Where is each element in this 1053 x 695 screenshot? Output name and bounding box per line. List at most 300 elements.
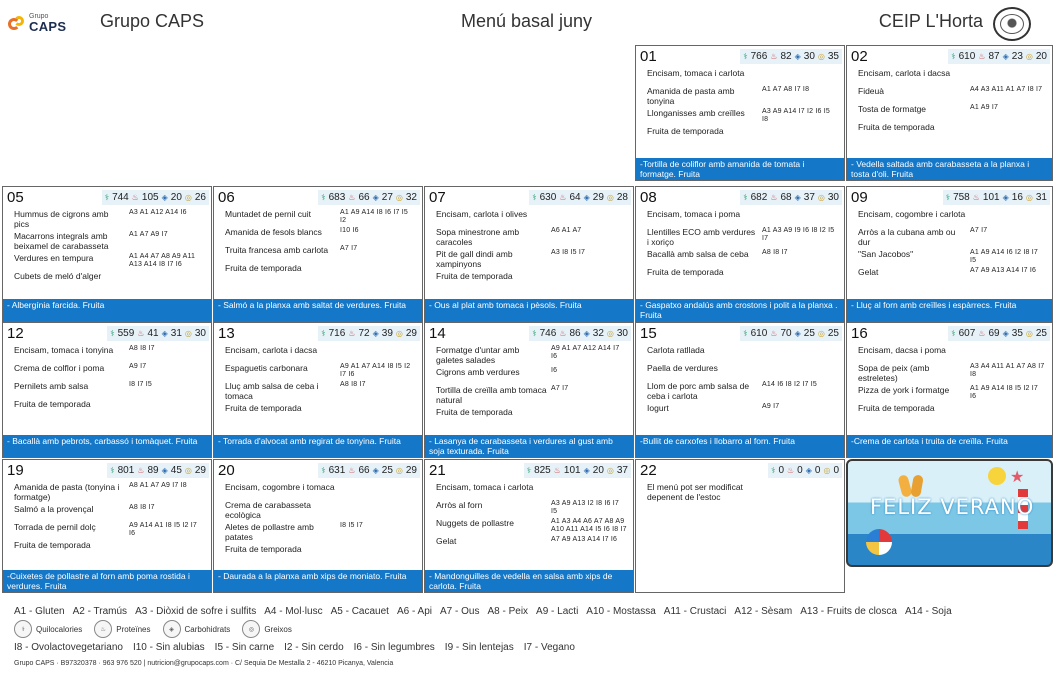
kcal-value: 610 — [958, 51, 976, 62]
dish-item — [225, 363, 416, 379]
diet-legend-item: I7 - Vegano — [523, 642, 575, 653]
diet-legend — [14, 642, 1044, 653]
protein-icon: ♨ — [770, 329, 778, 338]
dish-name: Formatge d'untar amb galetes salades — [436, 345, 520, 365]
dish-name: Nuggets de pollastre — [436, 518, 514, 528]
carbs-icon: ◈ — [794, 52, 801, 61]
allergen-legend-item: A5 - Cacauet — [330, 606, 389, 617]
dish-name: Encisam, tomaca i tonyina — [14, 345, 114, 355]
dish-item — [647, 267, 838, 283]
allergen-legend-item: A8 - Peix — [487, 606, 529, 617]
dish-allergens: A9 I7 — [762, 403, 780, 410]
dish-name: Crema de colflor i poma — [14, 363, 105, 373]
dish-name: Crema de carabasseta ecològica — [225, 500, 311, 520]
dish-name: Lluç amb salsa de ceba i tomaca — [225, 381, 319, 401]
dish-item — [225, 345, 416, 361]
carbs-value: 25 — [381, 465, 393, 476]
dish-name: Llentilles ECO amb verdures i xoriço — [647, 227, 756, 247]
dish-item — [647, 482, 838, 502]
footer-contact: Grupo CAPS · B97320378 · 963 976 520 | nutricion@grupocaps.com · C/ Sequia De Mestalla 2 - 46210 Picanya, Valencia — [14, 660, 394, 667]
protein-icon: ♨ — [137, 466, 145, 475]
day-number: 05 — [7, 189, 24, 206]
fat-icon: ◎ — [1025, 329, 1033, 338]
dish-name: Fruita de temporada — [858, 122, 935, 132]
dish-allergens: A9 I7 — [129, 363, 147, 370]
day-cell — [846, 45, 1053, 181]
nutrient-legend-item — [94, 620, 150, 638]
dish-name: Paella de verdures — [647, 363, 718, 373]
dish-allergens: A1 A3 A4 A6 A7 A8 A9 A10 A11 A14 I5 I6 I8 I7 — [551, 518, 627, 533]
dish-item — [436, 500, 627, 516]
dish-item — [858, 122, 1046, 138]
kcal-icon: ⚕ — [526, 466, 532, 475]
dinner-suggestion: - Mandonguilles de vedella en salsa amb xips de carlota. Fruita — [425, 570, 633, 592]
dish-item — [858, 104, 1046, 120]
carbs-icon: ◈ — [372, 329, 379, 338]
carbs-value: 39 — [381, 328, 393, 339]
protein-value: 68 — [780, 192, 792, 203]
allergen-legend-item: A4 - Mol·lusc — [264, 606, 323, 617]
dish-item — [14, 345, 205, 361]
dish-list — [3, 480, 211, 556]
dish-allergens: A1 A3 A9 I9 I6 I8 I2 I5 I7 — [762, 227, 835, 242]
day-number: 08 — [640, 189, 657, 206]
dish-name: Pizza de york i formatge — [858, 385, 950, 395]
dish-name: Cubets de meló d'alger — [14, 271, 102, 281]
dish-item — [436, 345, 627, 365]
dish-item — [225, 500, 416, 520]
dinner-suggestion: - Salmó a la planxa amb saltat de verdures. Fruita — [214, 299, 422, 321]
day-cell — [424, 459, 634, 593]
diet-legend-item: I5 - Sin carne — [214, 642, 275, 653]
dish-name: Salmó a la provençal — [14, 504, 94, 514]
carbs-icon: ◈ — [794, 193, 801, 202]
protein-value: 66 — [358, 465, 370, 476]
day-number: 16 — [851, 325, 868, 342]
fat-value: 32 — [405, 192, 417, 203]
protein-icon: ♨ — [770, 52, 778, 61]
fat-value: 30 — [827, 192, 839, 203]
carbs-value: 20 — [170, 192, 182, 203]
diet-legend-item: I2 - Sin cerdo — [284, 642, 344, 653]
dish-allergens: I8 I5 I7 — [340, 522, 364, 529]
kcal-icon: ⚕ — [951, 52, 956, 61]
dish-name: Encisam, carlota i olives — [436, 209, 528, 219]
protein-icon: ♨ — [553, 466, 561, 475]
protein-value: 41 — [147, 328, 159, 339]
protein-value: 105 — [141, 192, 159, 203]
kcal-value: 682 — [750, 192, 768, 203]
fat-icon: ◎ — [606, 466, 614, 475]
fat-icon: ◎ — [823, 466, 831, 475]
nutrition-summary — [318, 326, 420, 341]
fat-value: 29 — [194, 465, 206, 476]
day-number: 19 — [7, 462, 24, 479]
kcal-icon: ⚕ — [743, 52, 748, 61]
day-cell — [846, 186, 1053, 322]
nutrition-summary — [318, 190, 420, 205]
kcal-icon: ⚕ — [743, 193, 748, 202]
diet-legend-item: I6 - Sin legumbres — [353, 642, 435, 653]
summer-banner-text: FELIZ VERANO — [870, 495, 1035, 519]
carbs-icon: ◈ — [161, 329, 168, 338]
carbs-value: 35 — [1011, 328, 1023, 339]
dish-name: Sopa de peix (amb estreletes) — [858, 363, 930, 383]
kcal-icon: ⚕ — [532, 193, 537, 202]
kcal-value: 610 — [750, 328, 768, 339]
carbs-value: 30 — [803, 51, 815, 62]
logo-small-text: Grupo — [29, 13, 49, 20]
dish-item — [14, 231, 205, 251]
diet-legend-item: I9 - Sin lentejas — [444, 642, 514, 653]
allergen-legend-item: A6 - Api — [396, 606, 432, 617]
dish-item — [647, 345, 838, 361]
dinner-suggestion: - Lasanya de carabasseta i verdures al gust amb soja texturada. Fruita — [425, 435, 633, 457]
fat-value: 30 — [616, 328, 628, 339]
dinner-suggestion: - Lluç al forn amb creïlles i espàrrecs. Fruita — [847, 299, 1052, 321]
protein-icon: ♨ — [978, 52, 986, 61]
dish-name: Amanida de pasta amb tonyina — [647, 86, 735, 106]
dish-allergens: A1 A9 I7 — [970, 104, 999, 111]
fat-value: 31 — [1035, 192, 1047, 203]
fat-icon: ◎ — [395, 193, 403, 202]
dish-item — [14, 253, 205, 269]
dish-allergens: A1 A9 A14 I8 I5 I2 I7 I6 — [970, 385, 1039, 400]
dish-name: Tortilla de creïlla amb tomaca natural — [436, 385, 547, 405]
fat-icon: ◎ — [184, 329, 192, 338]
kcal-value: 716 — [328, 328, 346, 339]
protein-icon: ♨ — [348, 466, 356, 475]
fat-icon: ◎ — [817, 329, 825, 338]
nutrient-label: Carbohidrats — [184, 624, 231, 634]
school-name: CEIP L'Horta — [878, 11, 983, 31]
dish-name: Arròs a la cubana amb ou dur — [858, 227, 956, 247]
dish-allergens: A8 I8 I7 — [129, 504, 155, 511]
dish-list — [847, 66, 1052, 138]
dish-item — [858, 209, 1046, 225]
kcal-icon: ⚕ — [110, 329, 115, 338]
dish-item — [225, 209, 416, 225]
dish-name: Fruita de temporada — [647, 126, 724, 136]
dinner-suggestion: - Ous al plat amb tomaca i pèsols. Fruita — [425, 299, 633, 321]
fat-icon: ◎ — [817, 52, 825, 61]
dish-item — [225, 544, 416, 560]
dish-allergens: A4 A3 A11 A1 A7 I8 I7 — [970, 86, 1043, 93]
fat-value: 20 — [1035, 51, 1047, 62]
dish-item — [858, 86, 1046, 102]
dish-name: Fruita de temporada — [14, 399, 91, 409]
dish-item — [436, 249, 627, 269]
protein-icon: ♨ — [787, 466, 795, 475]
dish-item — [225, 263, 416, 279]
dish-allergens: A1 A9 A14 I6 I2 I8 I7 I5 — [970, 249, 1039, 264]
dish-item — [225, 522, 416, 542]
protein-icon: ♨ — [559, 193, 567, 202]
protein-value: 69 — [988, 328, 1000, 339]
nutrition-summary — [529, 190, 631, 205]
dish-list — [636, 343, 844, 419]
day-cell — [213, 322, 423, 458]
fat-icon: ◎ — [817, 193, 825, 202]
kcal-icon: ⚕ — [532, 329, 537, 338]
fat-icon: ◎ — [395, 329, 403, 338]
dish-name: Tosta de formatge — [858, 104, 927, 114]
dish-list — [847, 207, 1052, 283]
dish-name: Sopa minestrone amb caracoles — [436, 227, 520, 247]
beach-ball-icon — [866, 529, 892, 555]
protein-value: 0 — [797, 465, 803, 476]
day-cell — [424, 322, 634, 458]
kcal-icon: ⚕ — [110, 466, 115, 475]
dish-item — [858, 363, 1046, 383]
dish-name: Amanida de pasta (tonyina i formatge) — [14, 482, 120, 502]
dish-item — [647, 126, 838, 142]
dish-item — [225, 227, 416, 243]
dish-item — [436, 209, 627, 225]
dish-name: Pernilets amb salsa — [14, 381, 89, 391]
day-number: 14 — [429, 325, 446, 342]
allergen-legend-item: A11 - Crustaci — [663, 606, 727, 617]
carbs-value: 31 — [170, 328, 182, 339]
dish-name: Aletes de pollastre amb patates — [225, 522, 314, 542]
kcal-value: 559 — [117, 328, 135, 339]
nutrient-label: Proteïnes — [116, 624, 151, 634]
dish-allergens: A3 A9 A14 I7 I2 I6 I5 I8 — [762, 108, 831, 123]
carbs-icon: ◈ — [1002, 329, 1009, 338]
protein-value: 89 — [147, 465, 159, 476]
kcal-icon: ⚕ — [104, 193, 110, 202]
dish-name: Encisam, cogombre i tomaca — [225, 482, 335, 492]
protein-value: 82 — [780, 51, 792, 62]
carbs-value: 25 — [803, 328, 815, 339]
protein-value: 87 — [988, 51, 1000, 62]
page-header — [0, 0, 1053, 46]
carbs-value: 0 — [814, 465, 821, 476]
dish-name: Bacallà amb salsa de ceba — [647, 249, 749, 259]
dish-item — [225, 245, 416, 261]
fat-icon: ◎ — [242, 620, 260, 638]
brand-name: Grupo CAPS — [100, 11, 205, 31]
dish-name: Fideuà — [858, 86, 884, 96]
protein-icon: ♨ — [137, 329, 145, 338]
kcal-value: 758 — [953, 192, 970, 203]
day-cell — [635, 322, 845, 458]
kcal-value: 744 — [112, 192, 129, 203]
nutrition-summary — [948, 326, 1050, 341]
dish-item — [14, 522, 205, 538]
dish-item — [647, 86, 838, 106]
dish-name: Encisam, carlota i dacsa — [858, 68, 951, 78]
carbs-icon: ◈ — [583, 193, 590, 202]
dish-name: Amanida de fesols blancs — [225, 227, 322, 237]
dish-item — [647, 381, 838, 401]
carbs-value: 32 — [592, 328, 604, 339]
dish-list — [3, 207, 211, 287]
dish-allergens: I8 I7 I5 — [129, 381, 153, 388]
dish-list — [636, 480, 844, 502]
day-number: 01 — [640, 48, 657, 65]
carbs-icon: ◈ — [794, 329, 801, 338]
dish-item — [14, 540, 205, 556]
dish-allergens: A1 A9 A14 I8 I6 I7 I5 I2 — [340, 209, 409, 224]
dish-allergens: A1 A4 A7 A8 A9 A11 A13 A14 I8 I7 I6 — [129, 253, 196, 268]
dish-name: Llom de porc amb salsa de ceba i carlota — [647, 381, 750, 401]
dish-item — [436, 407, 627, 423]
day-cell — [2, 459, 212, 593]
starfish-icon: ★ — [1010, 469, 1025, 486]
carbs-value: 20 — [592, 465, 604, 476]
dish-name: Arròs al forn — [436, 500, 483, 510]
carbs-value: 45 — [170, 465, 182, 476]
dish-name: Gelat — [436, 536, 457, 546]
carbs-icon: ◈ — [372, 193, 379, 202]
dish-name: Cigrons amb verdures — [436, 367, 520, 377]
dish-item — [14, 209, 205, 229]
protein-icon: ♨ — [972, 193, 980, 202]
dish-allergens: A9 A1 A7 A12 A14 I7 I6 — [551, 345, 620, 360]
dish-item — [14, 482, 205, 502]
day-number: 20 — [218, 462, 235, 479]
dish-name: Encisam, carlota i dacsa — [225, 345, 318, 355]
dish-item — [858, 385, 1046, 401]
fat-value: 25 — [827, 328, 839, 339]
dish-item — [858, 249, 1046, 265]
dish-list — [214, 343, 422, 419]
fat-value: 37 — [616, 465, 628, 476]
kcal-value: 0 — [778, 465, 784, 476]
dish-list — [425, 207, 633, 287]
fat-value: 29 — [405, 465, 417, 476]
kcal-value: 631 — [328, 465, 346, 476]
dinner-suggestion: -Bullit de carxofes i llobarro al forn. Fruita — [636, 435, 844, 457]
dish-allergens: A14 I6 I8 I2 I7 I5 — [762, 381, 817, 388]
day-number: 09 — [851, 189, 868, 206]
dinner-suggestion: - Vedella saltada amb carabasseta a la planxa i tosta d'oli. Fruita — [847, 158, 1052, 180]
dish-allergens: I6 — [551, 367, 558, 374]
legend — [14, 606, 1044, 653]
dish-allergens: A7 I7 — [970, 227, 988, 234]
dinner-suggestion: - Daurada a la planxa amb xips de moniato. Fruita — [214, 570, 422, 592]
protein-value: 101 — [563, 465, 581, 476]
dish-item — [647, 68, 838, 84]
allergen-legend-item: A12 - Sèsam — [734, 606, 793, 617]
fat-value: 26 — [194, 192, 206, 203]
kcal-icon: ⚕ — [321, 466, 326, 475]
carbs-icon: ◈ — [372, 466, 379, 475]
fat-icon: ◎ — [184, 466, 192, 475]
dish-allergens: A9 A14 A1 I8 I5 I2 I7 I6 — [129, 522, 198, 537]
dish-name: Fruita de temporada — [225, 544, 302, 554]
nutrition-summary — [740, 326, 842, 341]
dish-item — [647, 227, 838, 247]
nutrition-summary — [740, 190, 842, 205]
fat-value: 29 — [405, 328, 417, 339]
day-number: 06 — [218, 189, 235, 206]
dish-name: Fruita de temporada — [436, 271, 513, 281]
day-number: 13 — [218, 325, 235, 342]
nutrition-summary — [948, 49, 1050, 64]
page-title: Menú basal juny — [460, 11, 593, 31]
dish-list — [3, 343, 211, 415]
dish-item — [858, 267, 1046, 283]
kcal-value: 825 — [534, 465, 551, 476]
dinner-suggestion: - Albergínia farcida. Fruita — [3, 299, 211, 321]
dish-list — [636, 207, 844, 283]
dish-name: "San Jacobos" — [858, 249, 914, 259]
dish-allergens: A8 I8 I7 — [129, 345, 155, 352]
dish-allergens: I10 I6 — [340, 227, 359, 234]
dish-name: Fruita de temporada — [647, 267, 724, 277]
dish-name: Muntadet de pernil cuit — [225, 209, 311, 219]
protein-value: 64 — [569, 192, 581, 203]
dish-name: Iogurt — [647, 403, 669, 413]
dish-name: Fruita de temporada — [225, 263, 302, 273]
carbs-icon: ◈ — [161, 466, 168, 475]
nutrition-summary — [318, 463, 420, 478]
dish-list — [847, 343, 1052, 419]
nutrition-summary — [102, 190, 209, 205]
nutrition-summary — [107, 463, 209, 478]
dish-allergens: A3 A4 A11 A1 A7 A8 I7 I8 — [970, 363, 1045, 378]
dish-name: Encisam, tomaca i carlota — [647, 68, 745, 78]
dish-list — [214, 480, 422, 560]
carbs-value: 37 — [803, 192, 815, 203]
dish-allergens: A7 I7 — [551, 385, 569, 392]
logo-big-text: CAPS — [29, 19, 67, 34]
dish-name: Verdures en tempura — [14, 253, 94, 263]
allergen-legend — [14, 606, 1044, 617]
dinner-suggestion: -Tortilla de coliflor amb amanida de tomata i formatge. Fruita — [636, 158, 844, 180]
dish-name: Encisam, dacsa i poma — [858, 345, 946, 355]
kcal-icon: ⚕ — [951, 329, 956, 338]
dish-item — [225, 403, 416, 419]
dish-list — [636, 66, 844, 142]
dish-name: Carlota ratllada — [647, 345, 705, 355]
dish-name: Llonganisses amb creïlles — [647, 108, 745, 118]
day-cell — [2, 322, 212, 458]
fat-value: 30 — [194, 328, 206, 339]
day-number: 22 — [640, 462, 657, 479]
dinner-suggestion: -Crema de carlota i truita de creïlla. Fruita — [847, 435, 1052, 457]
day-cell — [424, 186, 634, 322]
dinner-suggestion: - Gaspatxo andalús amb crostons i polit a la planxa . Fruita — [636, 299, 844, 321]
nutrient-label: Quilocalories — [36, 624, 83, 634]
carbs-icon: ◈ — [805, 466, 812, 475]
dish-allergens: A1 A7 A8 I7 I8 — [762, 86, 810, 93]
protein-icon: ♨ — [131, 193, 139, 202]
dish-item — [225, 482, 416, 498]
fat-value: 25 — [1035, 328, 1047, 339]
protein-icon: ♨ — [559, 329, 567, 338]
dish-item — [436, 227, 627, 247]
fat-icon: ◎ — [1025, 193, 1033, 202]
nutrition-summary — [107, 326, 209, 341]
fat-value: 28 — [616, 192, 628, 203]
protein-value: 66 — [358, 192, 370, 203]
kcal-icon: ⚕ — [945, 193, 951, 202]
protein-icon: ♨ — [94, 620, 112, 638]
dish-name: Espaguetis carbonara — [225, 363, 308, 373]
summer-banner — [846, 459, 1053, 567]
dish-allergens: A3 I8 I5 I7 — [551, 249, 586, 256]
dish-item — [14, 381, 205, 397]
dinner-suggestion: - Torrada d'alvocat amb regirat de tonyina. Fruita — [214, 435, 422, 457]
day-cell — [635, 186, 845, 322]
dish-list — [425, 480, 633, 552]
day-number: 15 — [640, 325, 657, 342]
carbs-value: 16 — [1011, 192, 1023, 203]
carbs-icon: ◈ — [1002, 52, 1009, 61]
